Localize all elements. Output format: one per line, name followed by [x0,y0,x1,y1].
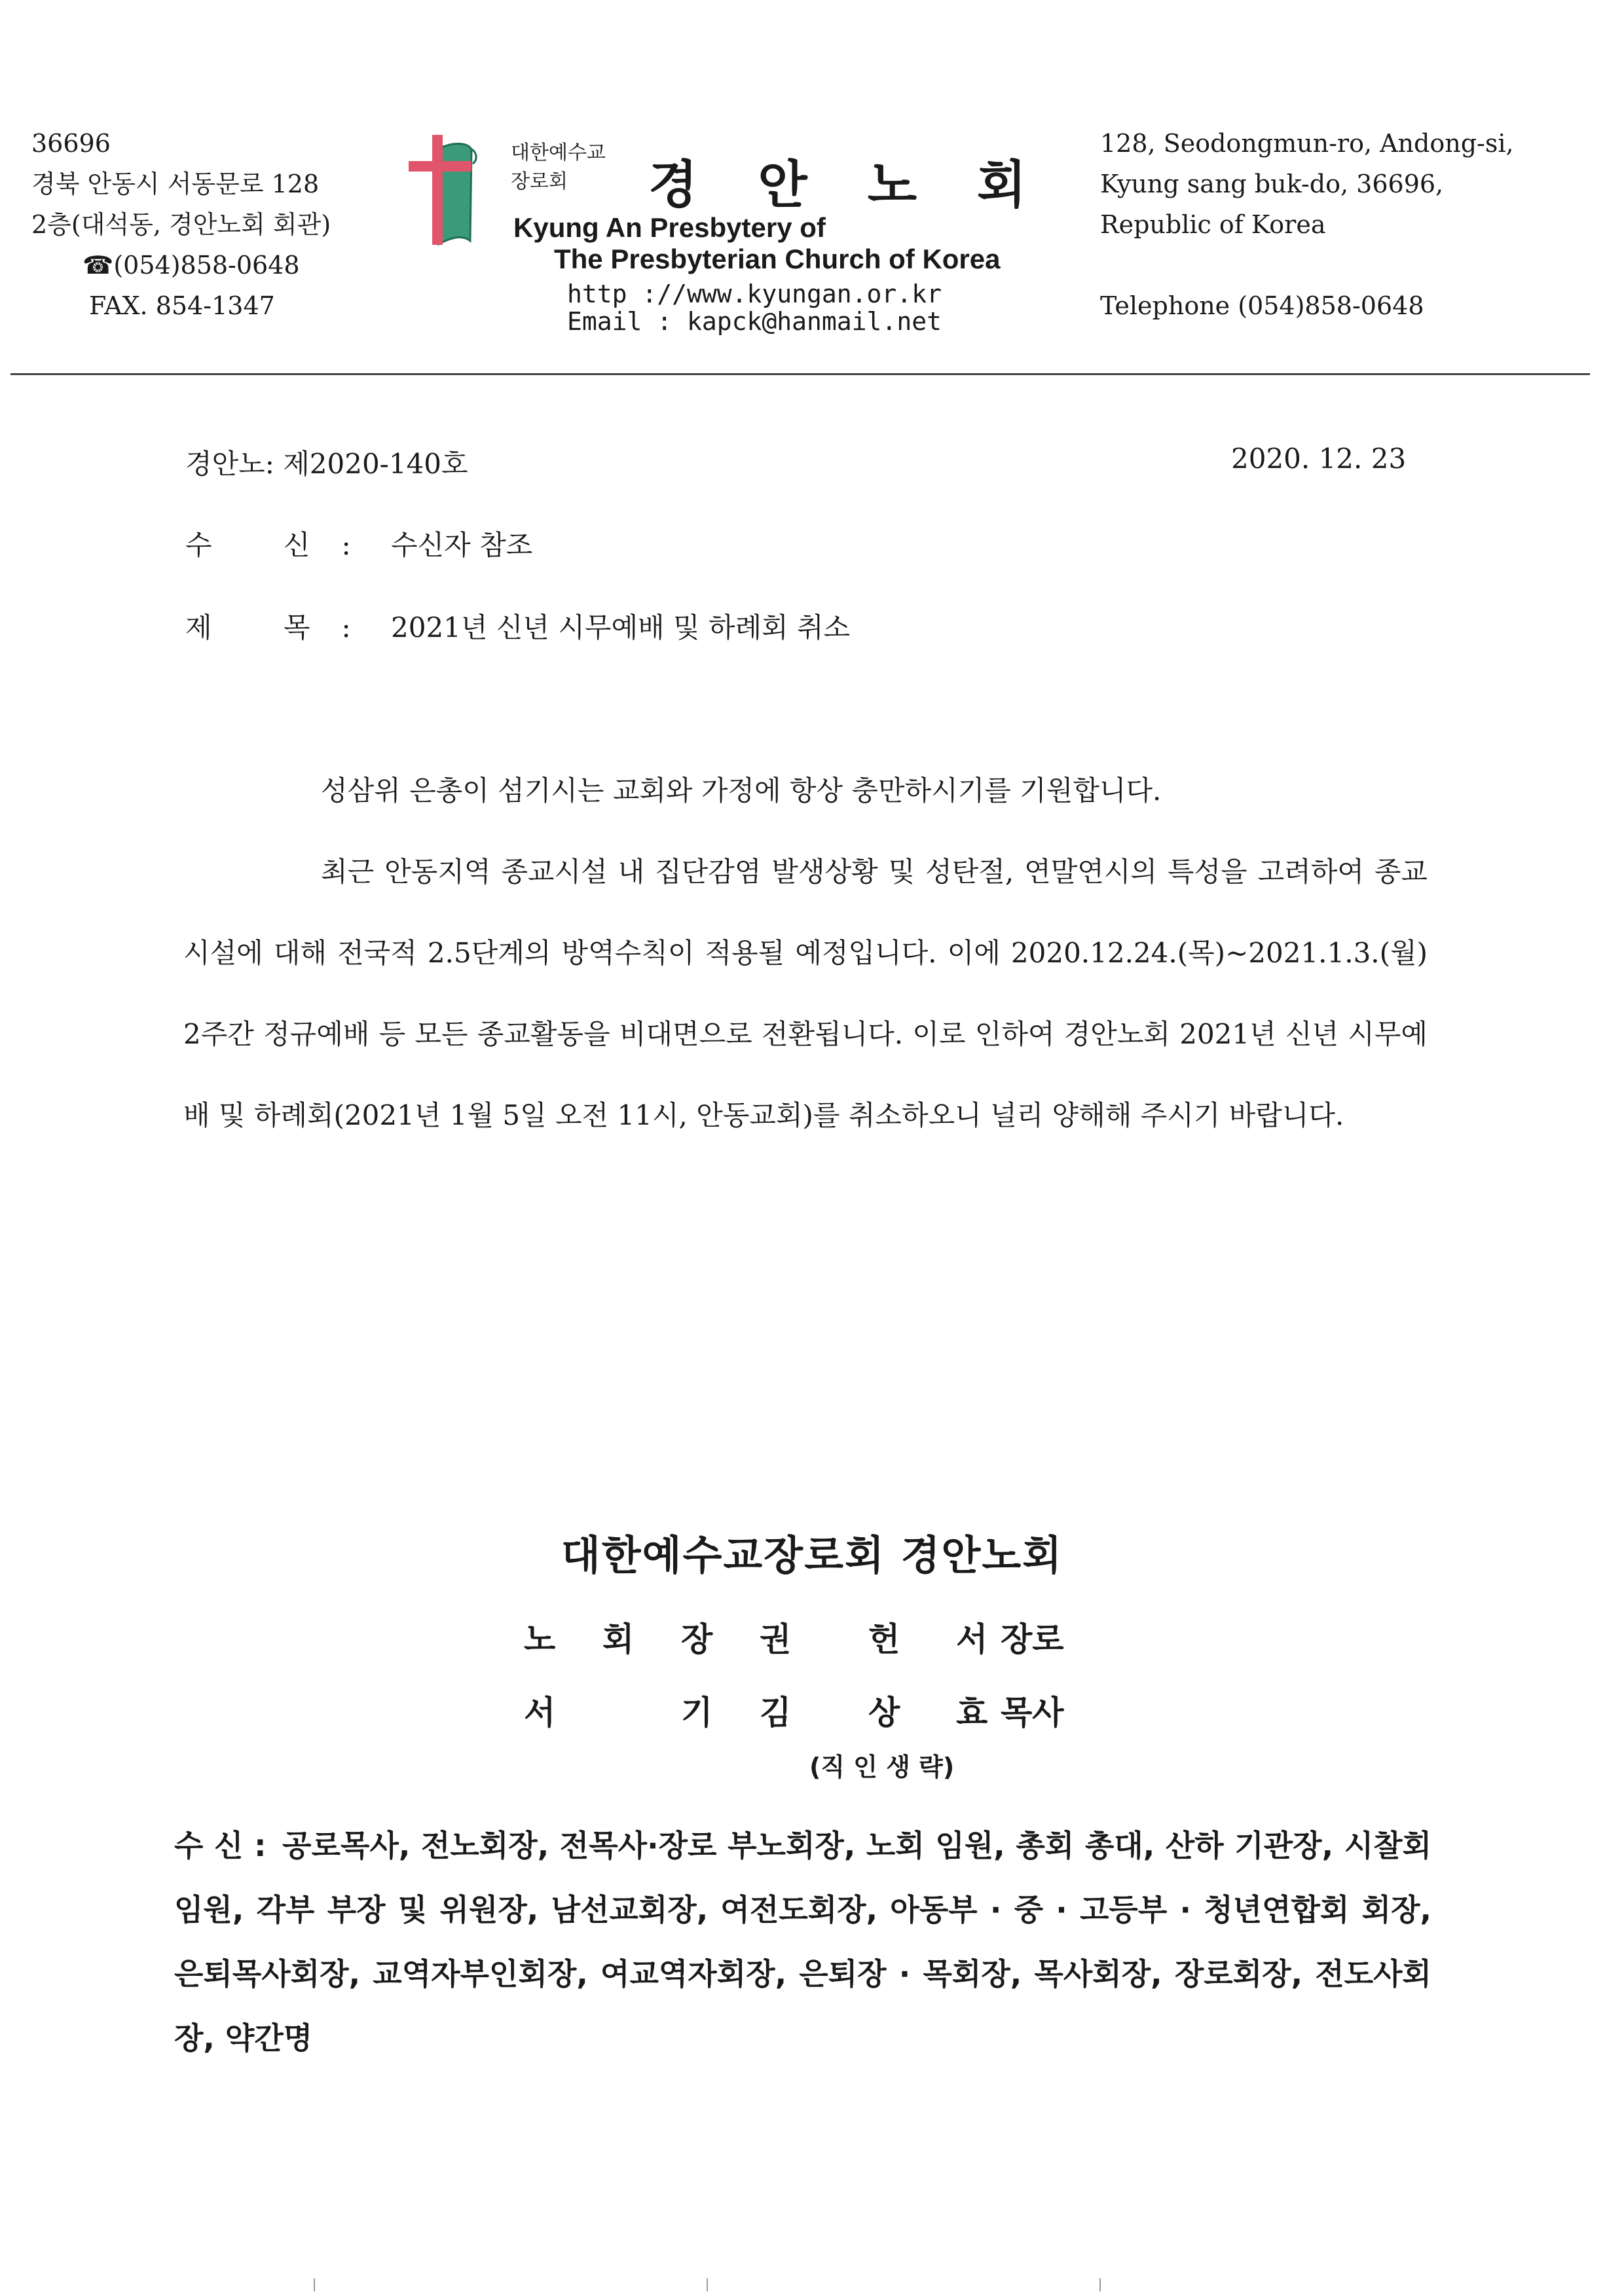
body-paragraph-main: 최근 안동지역 종교시설 내 집단감염 발생상황 및 성탄절, 연말연시의 특성을 고려하여 종교시설에 대해 전국적 2.5단계의 방역수칙이 적용될 예정입니다. 이에 2020.12.24.(목)~2021.1.3.(월) 2주간 정규예배 등 모든 종교활동을 비대면으로 전환됩니다. 이로 인하여 경안노회 2021년 신년 시무예배 및 하례회(2021년 1월 5일 오전 11시, 안동교회)를 취소하오니 널리 양해해 주시기 바랍니다. [183,856,1428,1131]
document-date: 2020. 12. 23 [1231,443,1407,475]
seal-omitted-note: (직 인 생 략) [809,1753,955,1781]
recipients-value: 공로목사, 전노회장, 전목사·장로 부노회장, 노회 임원, 총회 총대, 산하 기관장, 시찰회 임원, 각부 부장 및 위원장, 남선교회장, 여전도회장, 아동부 · 중 · 고등부 · 청년연합회 회장, 은퇴목사회장, 교역자부인회장, 여교역자회장, 은퇴장 · 목회장, 목사회장, 장로회장, 전도사회장, 약간명 [174,1828,1432,2056]
subject-line [185,606,850,646]
website-link[interactable]: http ://www.kyungan.or.kr [567,280,942,308]
sig-char: 김 [760,1694,792,1732]
org-name-prefix [511,139,606,196]
fax-number: FAX. 854-1347 [89,291,275,320]
cross-scroll-icon [405,130,483,247]
body-paragraph-greeting: 성삼위 은총이 섬기시는 교회와 가정에 항상 충만하시기를 기원합니다. [321,774,1162,807]
english-address-line-1: 128, Seodongmun-ro, Andong-si, [1100,129,1514,158]
scan-edge-marks [0,2278,1624,2291]
telephone: Telephone (054)858-0648 [1100,291,1424,320]
recipients-list [174,1813,1431,2070]
org-name: 경안노회 [648,156,1087,215]
recipient-line [185,524,532,563]
recipient-label: 수 신: [185,529,382,561]
sig-char: 권 [760,1620,792,1658]
org-name-english-line-1: Kyung An Presbytery of [513,212,826,243]
sig-char: 노 [524,1620,556,1658]
letterhead-korean-address [31,123,331,326]
sig-title: 장로 [1001,1620,1064,1658]
postal-code: 36696 [31,129,111,158]
sig-char: 장 [681,1620,713,1658]
address-line-2: 2층(대석동, 경안노회 회관) [31,210,331,239]
sig-char: 서 [524,1694,556,1732]
english-address-line-2: Kyung sang buk-do, 36696, [1100,170,1444,198]
org-prefix-line-1: 대한예수교 [511,141,606,164]
org-name-english-line-2: The Presbyterian Church of Korea [554,244,1001,274]
subject-value: 2021년 신년 시무예배 및 하례회 취소 [391,611,851,644]
english-address-line-3: Republic of Korea [1100,210,1326,239]
sig-char: 상 [868,1694,900,1732]
email-link[interactable]: Email : kapck@hanmail.net [567,307,942,336]
phone-number: ☎(054)858-0648 [83,251,300,280]
letterhead-english-address [1100,123,1514,326]
contact-web [567,280,942,335]
subject-label: 제 목: [185,611,382,644]
sig-char: 서 [956,1620,988,1658]
address-line-1: 경북 안동시 서동문로 128 [31,170,320,198]
signature-organization: 대한예수교장로회 경안노회 [561,1531,1063,1579]
sig-char: 효 [956,1694,988,1732]
recipient-value: 수신자 참조 [391,529,533,561]
sig-char: 기 [681,1694,713,1732]
sig-char: 회 [602,1620,635,1658]
document-number: 경안노: 제2020-140호 [185,448,468,480]
header-divider [10,373,1590,375]
sig-char: 헌 [868,1620,900,1658]
org-prefix-line-2: 장로회 [511,170,568,193]
sig-title: 목사 [1001,1694,1064,1732]
recipients-label: 수 신 : [174,1828,267,1863]
letter-body [183,750,1428,1156]
